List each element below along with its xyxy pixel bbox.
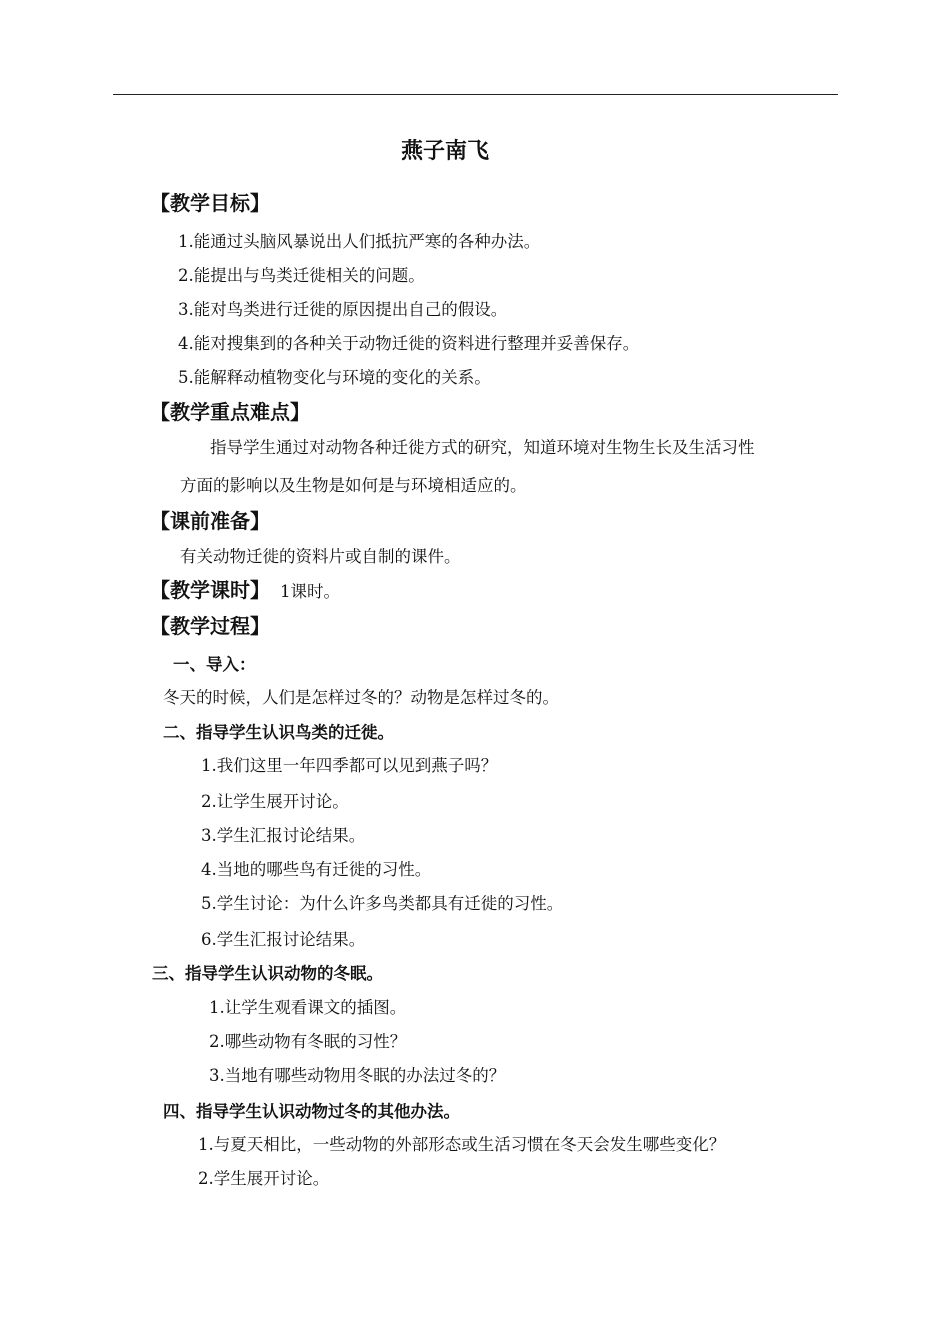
section-hibernation-title: 三、指导学生认识动物的冬眠。 bbox=[152, 964, 383, 983]
hibernation-item: 3.当地有哪些动物用冬眠的办法过冬的？ bbox=[209, 1066, 506, 1085]
hours-text: 1课时。 bbox=[280, 582, 340, 601]
birds-item: 1.我们这里一年四季都可以见到燕子吗？ bbox=[201, 756, 498, 775]
section-intro-text: 冬天的时候，人们是怎样过冬的？动物是怎样过冬的。 bbox=[163, 688, 559, 707]
heading-objectives: 【教学目标】 bbox=[150, 191, 270, 215]
section-other-methods-title: 四、指导学生认识动物过冬的其他办法。 bbox=[163, 1102, 460, 1121]
section-birds-title: 二、指导学生认识鸟类的迁徙。 bbox=[163, 723, 394, 742]
birds-item: 5.学生讨论：为什么许多鸟类都具有迁徙的习性。 bbox=[201, 894, 564, 913]
heading-preparation: 【课前准备】 bbox=[150, 509, 270, 533]
heading-process: 【教学过程】 bbox=[150, 614, 270, 638]
birds-item: 4.当地的哪些鸟有迁徙的习性。 bbox=[201, 860, 432, 879]
header-rule bbox=[113, 94, 838, 95]
objective-item: 5.能解释动植物变化与环境的变化的关系。 bbox=[178, 368, 491, 387]
section-intro-title: 一、导入： bbox=[173, 655, 256, 674]
birds-item: 3.学生汇报讨论结果。 bbox=[201, 826, 366, 845]
heading-key-points: 【教学重点难点】 bbox=[150, 400, 310, 424]
objective-item: 1.能通过头脑风暴说出人们抵抗严寒的各种办法。 bbox=[178, 232, 541, 251]
heading-hours: 【教学课时】 bbox=[150, 578, 270, 602]
document-title: 燕子南飞 bbox=[400, 139, 489, 164]
preparation-text: 有关动物迁徙的资料片或自制的课件。 bbox=[180, 547, 461, 566]
birds-item: 6.学生汇报讨论结果。 bbox=[201, 930, 366, 949]
hibernation-item: 1.让学生观看课文的插图。 bbox=[209, 998, 407, 1017]
other-methods-item: 1.与夏天相比，一些动物的外部形态或生活习惯在冬天会发生哪些变化？ bbox=[198, 1135, 726, 1154]
objective-item: 3.能对鸟类进行迁徙的原因提出自己的假设。 bbox=[178, 300, 508, 319]
objective-item: 2.能提出与鸟类迁徙相关的问题。 bbox=[178, 266, 425, 285]
objective-item: 4.能对搜集到的各种关于动物迁徙的资料进行整理并妥善保存。 bbox=[178, 334, 640, 353]
key-points-line: 方面的影响以及生物是如何是与环境相适应的。 bbox=[180, 476, 527, 495]
birds-item: 2.让学生展开讨论。 bbox=[201, 792, 349, 811]
hibernation-item: 2.哪些动物有冬眠的习性？ bbox=[209, 1032, 407, 1051]
other-methods-item: 2.学生展开讨论。 bbox=[198, 1169, 330, 1188]
key-points-line: 指导学生通过对动物各种迁徙方式的研究，知道环境对生物生长及生活习性 bbox=[210, 438, 755, 457]
